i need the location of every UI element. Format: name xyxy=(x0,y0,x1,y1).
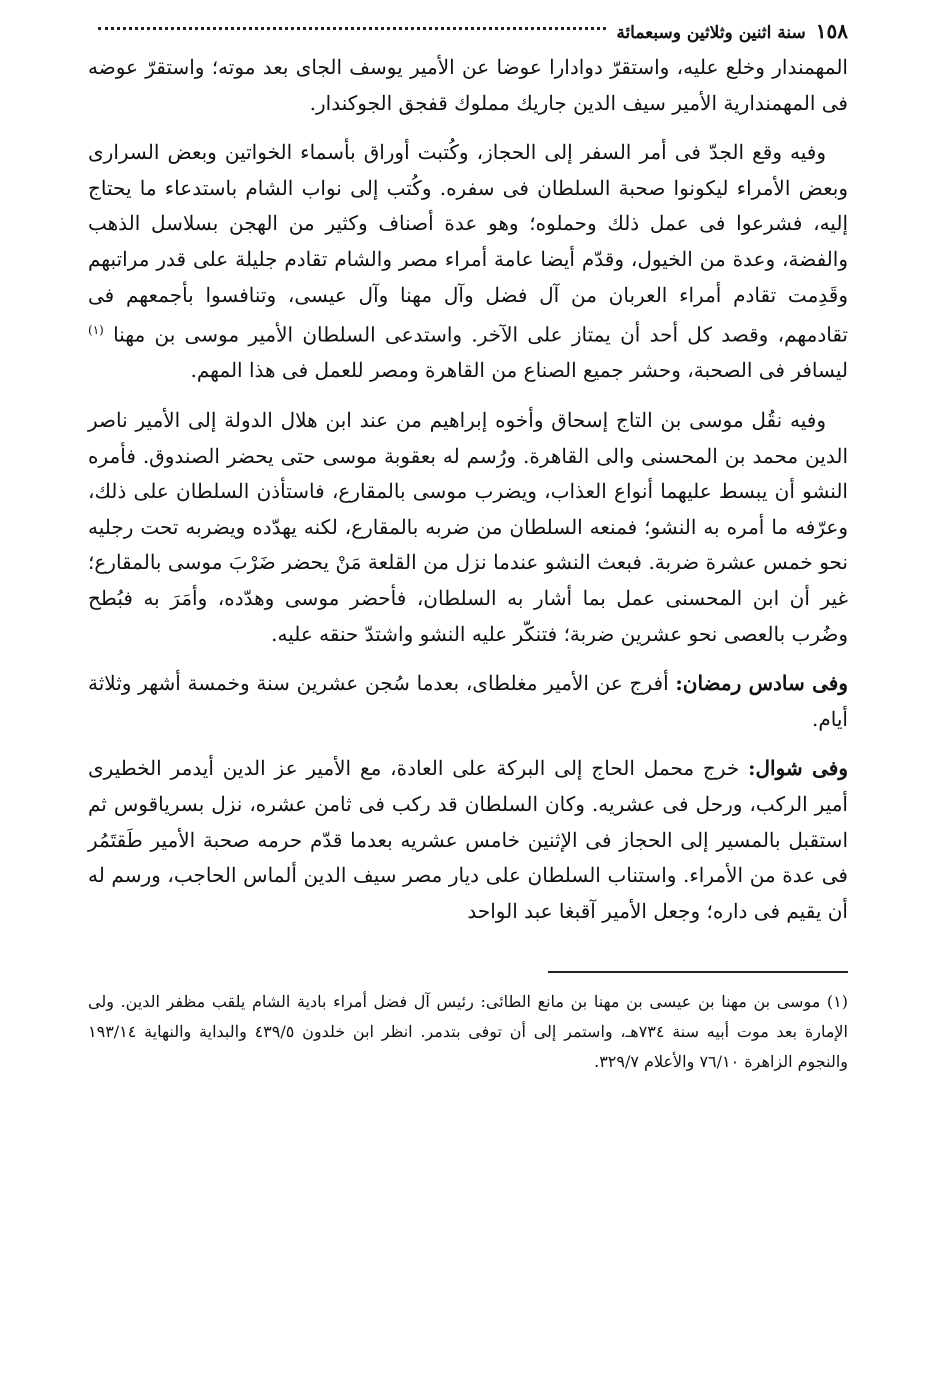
paragraph-5 xyxy=(88,751,848,929)
book-page xyxy=(88,14,848,1077)
footnote xyxy=(88,987,848,1077)
paragraph-text-continued: ليسافر فى الصحبة، وحشر جميع الصناع من القاهرة ومصر للعمل فى هذا المهم. xyxy=(190,358,848,383)
paragraph-2 xyxy=(88,135,848,389)
page-header xyxy=(88,14,848,48)
paragraph-text: خرج محمل الحاج إلى البركة على العادة، مع الأمير عز الدين أيدمر الخطيرى أمير الركب، ورحل فى عشريه. وكان السلطان قد ركب فى ثامن عشره، نزل بسرياقوس ثم استقبل بالمسير إلى الحجاز فى الإثنين خامس عشريه بعدما قدّم حرمه صحبة الأمير طَقتَمُر فى عدة من الأمراء. واستناب السلطان على ديار مصر سيف الدين ألماس الحاجب، ورسم له أن يقيم فى داره؛ وجعل الأمير آقبغا عبد الواحد xyxy=(88,756,848,923)
paragraph-3 xyxy=(88,403,848,652)
paragraph-lead: وفى سادس رمضان: xyxy=(675,671,848,696)
footnote-text: (١) موسى بن مهنا بن عيسى بن مهنا بن مانع الطائى: رئيس آل فضل أمراء بادية الشام يلقب مظفر الدين. ولى الإمارة بعد موت أبيه سنة ٧٣٤هـ، واستمر إلى أن توفى بتدمر. انظر ابن خلدون ٤٣٩/٥ والبداية والنهاية ١٩٣/١٤ والنجوم الزاهرة ٧٦/١٠ والأعلام ٣٢٩/٧. xyxy=(88,992,848,1072)
paragraph-1 xyxy=(88,50,848,121)
footnote-reference[interactable]: (١) xyxy=(88,323,104,338)
paragraph-text: وفيه نقُل موسى بن التاج إسحاق وأخوه إبراهيم من عند ابن هلال الدولة إلى الأمير ناصر الدين محمد بن المحسنى والى القاهرة. ورُسم له بعقوبة موسى حتى يحضر الصندوق. فأمره النشو أن يبسط عليهما أنواع العذاب، ويضرب موسى بالمقارع، فاستأذن السلطان على ذلك، وعرّفه ما أمره به النشو؛ فمنعه السلطان من ضربه بالمقارع، لكنه يهدّده ويضربه تحت رجليه نحو خمس عشرة ضربة. فبعث النشو عندما نزل من القلعة مَنْ يحضر ضَرْبَ موسى بالمقارع؛ غير أن ابن المحسنى عمل بما أشار به السلطان، فأحضر موسى وهدّده، وأمَرَ به فبُطح وضُرب بالعصى نحو عشرين ضربة؛ فتنكّر عليه النشو واشتدّ حنقه عليه. xyxy=(88,408,848,646)
page-number: ١٥٨ xyxy=(815,19,848,43)
paragraph-4 xyxy=(88,666,848,737)
running-title: سنة اثنين وثلاثين وسبعمائة xyxy=(616,23,806,43)
header-dot-leader xyxy=(98,27,606,30)
footnote-divider xyxy=(548,971,848,973)
paragraph-lead: وفى شوال: xyxy=(748,756,848,781)
paragraph-text: وفيه وقع الجدّ فى أمر السفر إلى الحجاز، وكُتبت أوراق بأسماء الخواتين وبعض السرارى وبعض الأمراء ليكونوا صحبة السلطان فى سفره. وكُتب إلى نواب الشام باستدعاء ما يحتاج إليه، فشرعوا فى عمل ذلك وحملوه؛ وهو عدة أصناف وكثير من الهجن بسلاسل الذهب والفضة، وعدة من الخيول، وقدّم أيضا عامة أمراء مصر والشام تقادم جليلة على قدر مراتبهم وقَدِمت تقادم أمراء العربان من آل فضل وآل مهنا وآل عيسى، وتنافسوا بأجمعهم فى تقادمهم، وقصد كل أحد أن يمتاز على الآخر. واستدعى السلطان الأمير موسى بن مهنا xyxy=(88,140,848,347)
paragraph-text: المهمندار وخلع عليه، واستقرّ دوادارا عوضا عن الأمير يوسف الجاى بعد موته؛ واستقرّ عوضه فى المهمندارية الأمير سيف الدين جاريك مملوك قفجق الجوكندار. xyxy=(88,55,848,115)
paragraph-text: أفرج عن الأمير مغلطاى، بعدما سُجن عشرين سنة وخمسة أشهر وثلاثة أيام. xyxy=(88,671,848,731)
